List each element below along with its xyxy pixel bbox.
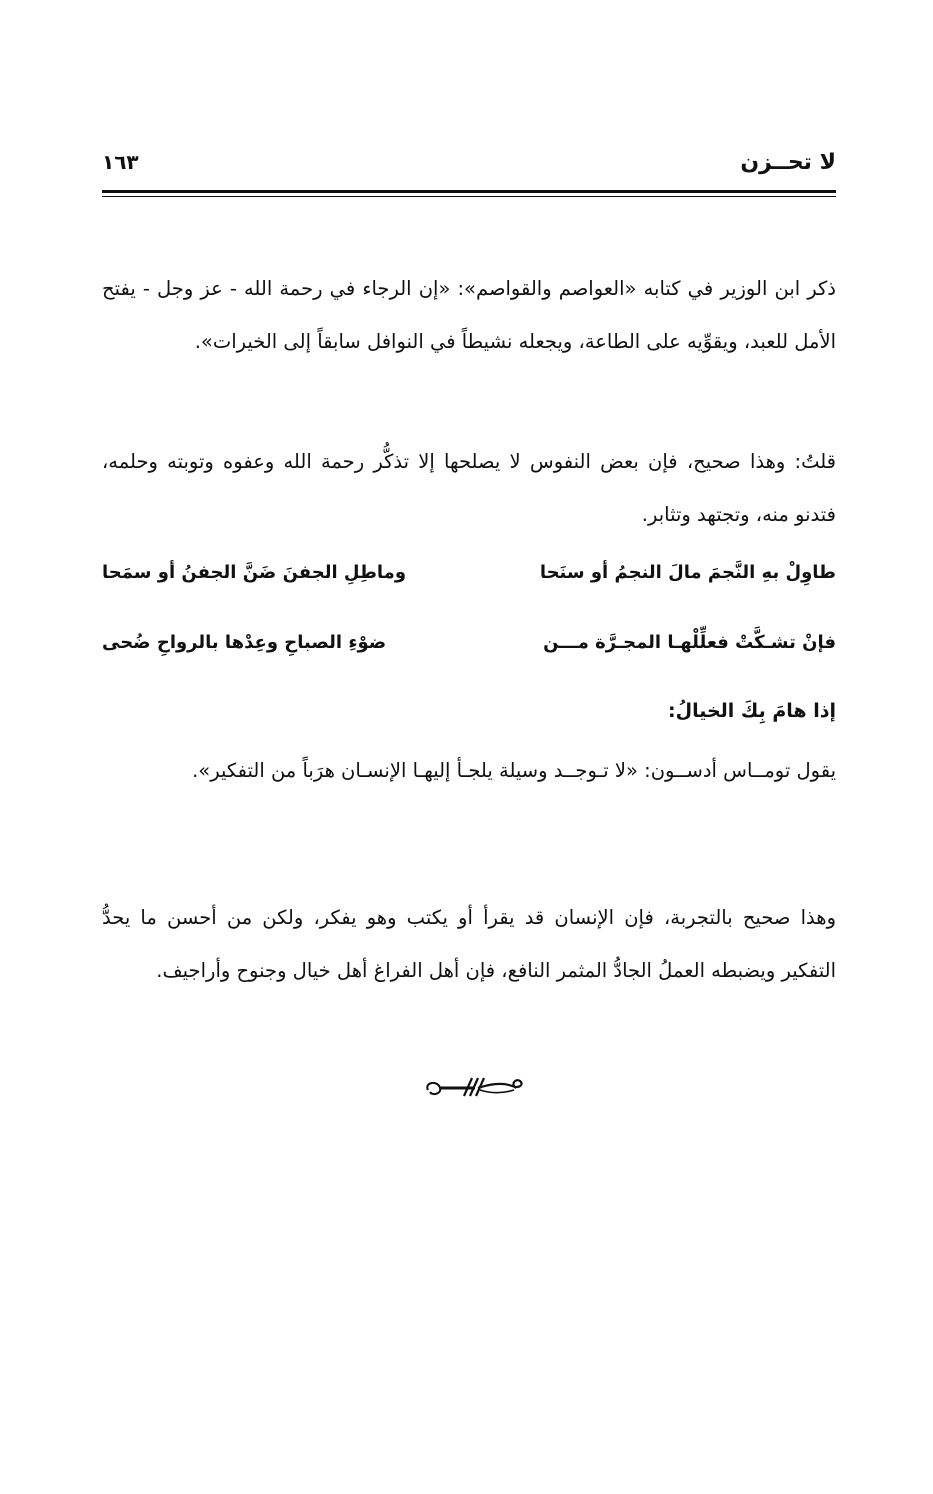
header-rule-thick xyxy=(102,190,836,193)
verse-2-first-hemistich: فإنْ تشـكَّتْ فعلِّلْهـا المجـرَّة مـــن xyxy=(543,632,836,653)
paragraph-ibn-al-wazir-quote: ذكر ابن الوزير في كتابه «العواصم والقواصم»: «إن الرجاء في رحمة الله - عز وجل - يفتح الأمل للعبد، ويقوِّيه على الطاعة، ويجعله نشيطاً في النوافل سابقاً إلى الخيرات». xyxy=(102,277,836,353)
paragraph-commentary: قلتُ: وهذا صحيح، فإن بعض النفوس لا يصلحها إلا تذكُّر رحمة الله وعفوه وتوبته وحلمه، فتدنو منه، وتجتهد وتثابر. xyxy=(102,450,836,526)
verse-2-second-hemistich: ضوْءِ الصباحِ وعِدْها بالرواحِ ضُحى xyxy=(102,632,387,653)
calligraphic-flourish-icon xyxy=(420,1070,530,1104)
book-title: لا تحــزن xyxy=(740,150,836,175)
header-rule-thin xyxy=(102,196,836,197)
running-header xyxy=(102,150,836,182)
page-number: ١٦٣ xyxy=(102,150,139,174)
verse-1-first-hemistich: طاوِلْ بهِ النَّجمَ مالَ النجمُ أو سنَحا xyxy=(539,562,836,583)
verse-1-second-hemistich: وماطِلِ الجفنَ ضَنَّ الجفنُ أو سمَحا xyxy=(102,562,407,583)
section-subheading: إذا هامَ بِكَ الخيالُ: xyxy=(668,700,836,722)
poem-verse-1 xyxy=(102,562,836,602)
poem-verse-2 xyxy=(102,632,836,672)
paragraph-experience: وهذا صحيح بالتجربة، فإن الإنسان قد يقرأ أو يكتب وهو يفكر، ولكن من أحسن ما يحدُّ التفكير ويضبطه العملُ الجادُّ المثمر النافع، فإن أهل الفراغ أهل خيال وجنوح وأراجيف. xyxy=(102,906,836,982)
paragraph-edison-quote: يقول تومــاس أدســون: «لا تـوجــد وسيلة يلجـأ إليهـا الإنسـان هرَباً من التفكير». xyxy=(192,759,836,782)
